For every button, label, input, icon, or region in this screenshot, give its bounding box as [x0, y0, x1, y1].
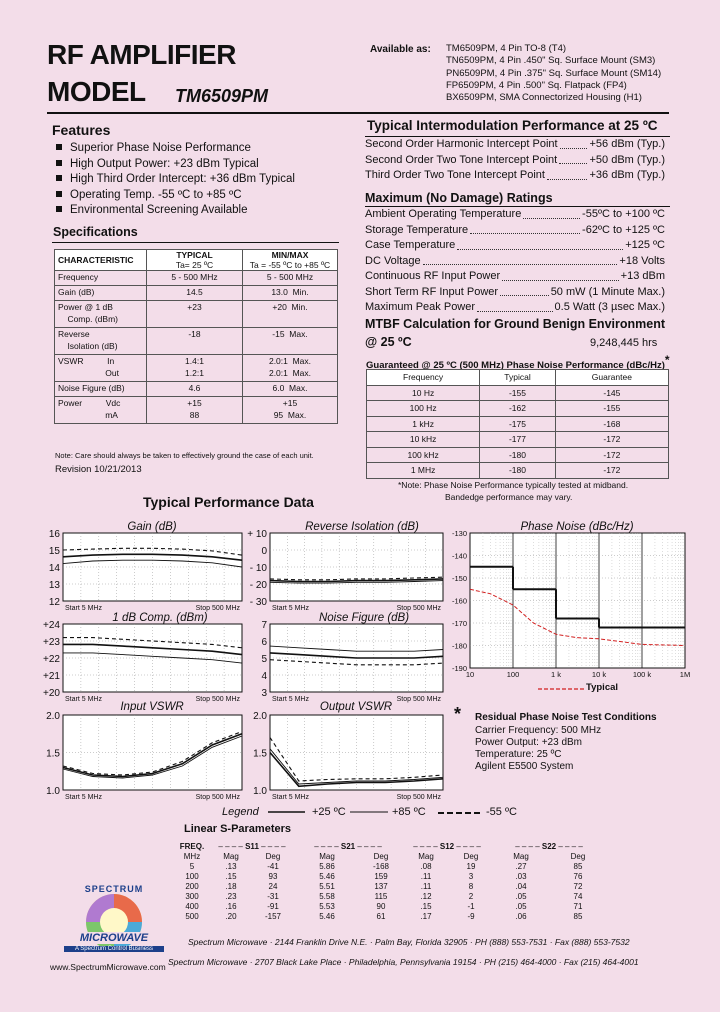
sp-cell: .18 — [225, 882, 237, 891]
y-tick-label: 2.0 — [253, 711, 267, 722]
y-tick-label: -130 — [451, 529, 467, 538]
title-line1: RF AMPLIFIER — [47, 39, 236, 70]
pn-cell-frequency: 100 Hz — [367, 401, 480, 417]
pn-header-frequency: Frequency — [367, 370, 480, 386]
sp-h-deg: Deg — [570, 852, 586, 861]
spec-cell-typ: 4.6 — [147, 382, 243, 397]
sp-row — [174, 912, 606, 922]
spec-cell-char: Gain (dB) — [55, 286, 147, 301]
sp-cell: 3 — [468, 872, 474, 881]
x-tick-label: 10 k — [591, 670, 607, 679]
start-label: Start 5 MHz — [65, 794, 102, 801]
sp-cell: .11 — [420, 872, 432, 881]
sp-cell: .20 — [225, 912, 237, 921]
y-tick-label: 6 — [261, 637, 267, 648]
plot-title: Reverse Isolation (dB) — [305, 521, 419, 533]
legend-55: -55 ºC — [486, 806, 517, 818]
spec-cell-typ: 1.4:1 1.2:1 — [147, 355, 243, 382]
y-tick-label: +24 — [43, 620, 60, 631]
sp-row — [174, 902, 606, 912]
plot-title: Phase Noise (dBc/Hz) — [520, 521, 634, 533]
x-tick-label: 100 — [506, 670, 520, 679]
spec-cell-min: +15 95 Max. — [243, 397, 338, 424]
pn-cell-typical: -162 — [480, 401, 556, 417]
pn-cell-frequency: 1 MHz — [367, 463, 480, 479]
spec-cell-typ: 5 - 500 MHz — [147, 271, 243, 286]
pn-cell-frequency: 10 Hz — [367, 385, 480, 401]
y-tick-label: 7 — [261, 620, 267, 631]
row-label: DC Voltage — [365, 254, 421, 267]
sp-cell: 74 — [573, 892, 583, 901]
row-value: -55ºC to +100 ºC — [582, 208, 665, 220]
sp-cell: 5.51 — [319, 882, 335, 891]
pn-cell-frequency: 1 kHz — [367, 416, 480, 432]
plot-title: Output VSWR — [319, 701, 393, 713]
y-tick-label: +20 — [43, 688, 60, 699]
mtbf-label: @ 25 ºC — [365, 335, 412, 349]
sp-cell: 5.46 — [319, 872, 335, 881]
y-tick-label: 16 — [48, 529, 60, 540]
pn-cell-typical: -175 — [480, 416, 556, 432]
stop-label: Stop 500 MHz — [396, 605, 441, 612]
sp-h-mhz: MHz — [183, 852, 201, 861]
sp-cell: -168 — [372, 862, 389, 871]
specifications-title: Specifications — [53, 225, 138, 239]
start-label: Start 5 MHz — [65, 605, 102, 612]
sp-cell: -41 — [267, 862, 279, 871]
pn-cell-guarantee: -172 — [555, 432, 668, 448]
pn-cell-typical: -177 — [480, 432, 556, 448]
logo-sub-text: A Spectrum Control Business — [64, 946, 164, 952]
y-tick-label: 14 — [48, 563, 60, 574]
sp-cell: 71 — [573, 902, 583, 911]
plot-title: Gain (dB) — [127, 521, 177, 533]
sp-cell: 5.86 — [319, 862, 335, 871]
sp-row — [174, 892, 606, 902]
phase-noise-star: * — [664, 353, 670, 367]
performance-title: Typical Performance Data — [143, 494, 314, 510]
sp-cell: 300 — [185, 892, 199, 901]
pn-cell-guarantee: -168 — [555, 416, 668, 432]
plot-frame — [470, 533, 685, 668]
sp-cell: .05 — [515, 902, 527, 911]
sp-cell: 90 — [376, 902, 386, 911]
y-tick-label: -150 — [451, 574, 467, 583]
feature-item: High Third Order Intercept: +36 dBm Typical — [56, 172, 295, 188]
x-tick-label: 1M — [679, 670, 691, 679]
sp-cell: .12 — [420, 892, 432, 901]
sp-cell: -157 — [264, 912, 281, 921]
residual-star: * — [454, 704, 462, 724]
sp-cell: .03 — [515, 872, 527, 881]
phase-noise-table-title: Guaranteed @ 25 ºC (500 MHz) Phase Noise Performance (dBc/Hz)* — [366, 353, 670, 372]
pn-cell-frequency: 10 kHz — [367, 432, 480, 448]
sp-cell: -9 — [467, 912, 475, 921]
pn-note-1: *Note: Phase Noise Performance typically tested at midband. — [398, 480, 629, 490]
sp-h-deg: Deg — [265, 852, 281, 861]
y-tick-label: 2.0 — [46, 711, 60, 722]
pn-cell-typical: -155 — [480, 385, 556, 401]
row-value: 50 mW (1 Minute Max.) — [550, 285, 665, 298]
sp-row — [174, 862, 606, 872]
available-item: PN6509PM, 4 Pin .375" Sq. Surface Mount (SM14) — [446, 67, 662, 79]
pn-cell-typical: -180 — [480, 463, 556, 479]
pn-header-typical: Typical — [480, 370, 556, 386]
typical-legend-label: Typical — [586, 682, 619, 693]
start-label: Start 5 MHz — [272, 696, 309, 703]
sp-h-s11: – – – – S11 – – – – — [218, 842, 286, 851]
sp-row — [174, 872, 606, 882]
y-tick-label: -160 — [451, 596, 467, 606]
sp-cell: 5.53 — [319, 902, 335, 911]
spec-cell-min: -15 Max. — [243, 328, 338, 355]
stop-label: Stop 500 MHz — [195, 696, 240, 703]
sp-cell: 93 — [268, 872, 278, 881]
plot-title: Input VSWR — [120, 701, 184, 713]
start-label: Start 5 MHz — [272, 605, 309, 612]
sp-cell: 5.46 — [319, 912, 335, 921]
y-tick-label: 15 — [48, 546, 60, 557]
legend-dash-line — [438, 812, 480, 814]
spec-cell-min: 6.0 Max. — [243, 382, 338, 397]
legend-25: +25 ºC — [312, 806, 346, 818]
spec-cell-typ: +15 88 — [147, 397, 243, 424]
sp-cell: .06 — [515, 912, 527, 921]
sp-cell: 2 — [468, 892, 474, 901]
sp-cell: -91 — [267, 902, 279, 911]
y-tick-label: - 30 — [249, 597, 267, 608]
sp-h-deg: Deg — [463, 852, 479, 861]
sp-cell: 76 — [573, 872, 583, 881]
mtbf-title: MTBF Calculation for Ground Benign Environment — [365, 317, 665, 331]
footer-address-2: Spectrum Microwave · 2707 Black Lake Place · Philadelphia, Pennsylvania 19154 · PH (215) 464-4000 · Fax (215) 464-4001 — [168, 957, 639, 967]
sp-h-mag: Mag — [513, 852, 529, 861]
feature-item: Superior Phase Noise Performance — [56, 141, 295, 157]
stop-label: Stop 500 MHz — [396, 696, 441, 703]
y-tick-label: - 10 — [249, 563, 267, 574]
sp-cell: .05 — [515, 892, 527, 901]
y-tick-label: 3 — [261, 688, 267, 699]
row-value: +125 ºC — [625, 239, 665, 251]
mtbf-value: 9,248,445 hrs — [590, 337, 658, 349]
residual-title: Residual Phase Noise Test Conditions — [475, 712, 657, 723]
spec-cell-char: Power @ 1 dB Comp. (dBm) — [55, 301, 147, 328]
y-tick-label: 1.5 — [253, 748, 267, 760]
sp-cell: .08 — [420, 862, 432, 871]
sp-h-s12: – – – – S12 – – – – — [413, 842, 481, 851]
row-label: Case Temperature — [365, 239, 456, 251]
pn-cell-guarantee: -155 — [555, 401, 668, 417]
sp-cell: .13 — [225, 862, 237, 871]
logo-bottom-text: MICROWAVE — [60, 932, 168, 944]
spec-header-char: CHARACTERISTIC — [55, 250, 147, 271]
row-label: Maximum Peak Power — [365, 301, 476, 313]
y-tick-label: -140 — [451, 551, 467, 561]
spec-note: Note: Care should always be taken to effectively ground the case of each unit. — [55, 451, 314, 460]
sp-cell: 85 — [573, 912, 583, 921]
spec-cell-min: 5 - 500 MHz — [243, 271, 338, 286]
x-tick-label: 100 k — [632, 670, 652, 679]
sp-cell: .15 — [420, 902, 432, 911]
sp-h-mag: Mag — [319, 852, 335, 861]
legend-85: +85 ºC — [392, 806, 426, 818]
pn-cell-guarantee: -172 — [555, 447, 668, 463]
sp-cell: .27 — [515, 862, 527, 871]
available-label: Available as: — [370, 44, 431, 55]
y-tick-label: +21 — [43, 671, 60, 682]
row-value: 0.5 Watt (3 µsec Max.) — [554, 301, 665, 313]
y-tick-label: -190 — [451, 664, 467, 673]
spec-cell-char: VSWR In Out — [55, 355, 147, 382]
feature-item: Operating Temp. -55 ºC to +85 ºC — [56, 188, 295, 204]
sp-cell: -31 — [267, 892, 279, 901]
row-value: +50 dBm (Typ.) — [589, 153, 665, 166]
sp-cell: 61 — [376, 912, 386, 921]
y-tick-label: 5 — [261, 654, 267, 665]
pn-cell-guarantee: -172 — [555, 463, 668, 479]
sp-cell: 19 — [466, 862, 476, 871]
available-item: TM6509PM, 4 Pin TO-8 (T4) — [446, 43, 567, 54]
row-label: Short Term RF Input Power — [365, 285, 499, 298]
sp-cell: .11 — [420, 882, 432, 891]
y-tick-label: 1.5 — [46, 748, 60, 760]
row-value: +56 dBm (Typ.) — [589, 138, 665, 150]
sp-cell: 500 — [185, 912, 199, 921]
pn-note-2: Bandedge performance may vary. — [445, 492, 573, 502]
row-value: +18 Volts — [619, 254, 665, 267]
spectrum-microwave-logo — [54, 882, 174, 962]
sp-h-s22: – – – – S22 – – – – — [515, 842, 583, 851]
stop-label: Stop 500 MHz — [195, 794, 240, 801]
spec-cell-typ: 14.5 — [147, 286, 243, 301]
footer-address-1: Spectrum Microwave · 2144 Franklin Drive N.E. · Palm Bay, Florida 32905 · PH (888) 553-7531 · Fax (888) 553-7532 — [188, 937, 630, 947]
sp-h-mag: Mag — [223, 852, 239, 861]
sp-cell: .17 — [420, 912, 432, 921]
sparams-table — [174, 842, 606, 922]
legend-label: Legend — [222, 806, 259, 818]
sp-cell: 137 — [374, 882, 388, 891]
y-tick-label: 4 — [261, 671, 267, 682]
y-tick-label: +23 — [43, 637, 60, 648]
plot-title: Noise Figure (dB) — [318, 612, 410, 624]
sp-cell: -1 — [467, 902, 475, 911]
sp-cell: .04 — [515, 882, 527, 891]
y-tick-label: + 10 — [247, 529, 267, 540]
row-label: Storage Temperature — [365, 223, 469, 236]
x-tick-label: 10 — [465, 670, 475, 679]
sp-cell: 200 — [185, 882, 199, 891]
start-label: Start 5 MHz — [65, 696, 102, 703]
sp-cell: 85 — [573, 862, 583, 871]
sp-cell: 100 — [185, 872, 199, 881]
stop-label: Stop 500 MHz — [195, 605, 240, 612]
sp-cell: .16 — [225, 902, 237, 911]
stop-label: Stop 500 MHz — [396, 794, 441, 801]
pn-cell-frequency: 100 kHz — [367, 447, 480, 463]
sp-cell: 115 — [374, 892, 388, 901]
row-value: +36 dBm (Typ.) — [589, 169, 665, 181]
row-label: Second Order Harmonic Intercept Point — [365, 138, 558, 150]
sp-cell: 24 — [268, 882, 278, 891]
features-title: Features — [52, 122, 111, 138]
y-tick-label: - 20 — [249, 580, 267, 591]
row-label: Third Order Two Tone Intercept Point — [365, 169, 545, 181]
x-tick-label: 1 k — [550, 670, 562, 679]
sp-cell: 72 — [573, 882, 583, 891]
y-tick-label: -170 — [451, 619, 467, 628]
pn-cell-typical: -180 — [480, 447, 556, 463]
intermod-title: Typical Intermodulation Performance at 25 ºC — [367, 118, 658, 133]
spec-header-typ: TYPICAL Ta= 25 ºC — [147, 250, 243, 271]
available-item: FP6509PM, 4 Pin .500" Sq. Flatpack (FP4) — [446, 79, 627, 91]
sp-cell: .15 — [225, 872, 237, 881]
sp-cell: 159 — [374, 872, 388, 881]
pn-cell-guarantee: -145 — [555, 385, 668, 401]
y-tick-label: 12 — [48, 597, 60, 608]
sp-cell: 400 — [185, 902, 199, 911]
residual-conditions: Carrier Frequency: 500 MHz Power Output: +23 dBm Temperature: 25 ºC Agilent E5500 System — [475, 725, 602, 772]
sp-h-deg: Deg — [373, 852, 389, 861]
feature-item: High Output Power: +23 dBm Typical — [56, 157, 295, 173]
row-value: -62ºC to +125 ºC — [582, 223, 665, 236]
spec-cell-min: 13.0 Min. — [243, 286, 338, 301]
y-tick-label: 1.0 — [46, 786, 60, 797]
spec-cell-min: 2.0:1 Max. 2.0:1 Max. — [243, 355, 338, 382]
spec-cell-typ: -18 — [147, 328, 243, 355]
spec-cell-char: Power Vdc mA — [55, 397, 147, 424]
sp-h-freq: FREQ. — [179, 842, 205, 851]
y-tick-label: 1.0 — [253, 786, 267, 797]
available-item: TN6509PM, 4 Pin .450" Sq. Surface Mount (SM3) — [446, 55, 656, 67]
spec-cell-typ: +23 — [147, 301, 243, 328]
pn-header-guarantee: Guarantee — [555, 370, 668, 386]
y-tick-label: -180 — [451, 641, 467, 651]
row-label: Continuous RF Input Power — [365, 270, 501, 282]
website-link[interactable]: www.SpectrumMicrowave.com — [50, 962, 166, 972]
ratings-title: Maximum (No Damage) Ratings — [365, 191, 553, 205]
row-value: +13 dBm — [620, 270, 665, 282]
sp-h-mag: Mag — [418, 852, 434, 861]
spec-cell-min: +20 Min. — [243, 301, 338, 328]
spec-cell-char: Reverse Isolation (dB) — [55, 328, 147, 355]
spec-cell-char: Noise Figure (dB) — [55, 382, 147, 397]
available-item: BX6509PM, SMA Connectorized Housing (H1) — [446, 92, 642, 104]
y-tick-label: 13 — [48, 580, 60, 591]
y-tick-label: 0 — [261, 546, 267, 557]
row-label: Second Order Two Tone Intercept Point — [365, 153, 558, 166]
sp-cell: 5 — [189, 862, 195, 871]
y-tick-label: +22 — [43, 654, 60, 665]
model-number: TM6509PM — [175, 86, 269, 106]
sp-cell: .23 — [225, 892, 237, 901]
sp-h-s21: – – – – S21 – – – – — [314, 842, 382, 851]
sp-cell: 5.58 — [319, 892, 335, 901]
feature-item: Environmental Screening Available — [56, 203, 295, 219]
logo-top-text: SPECTRUM — [84, 884, 144, 894]
spec-header-min: MIN/MAX Ta = -55 ºC to +85 ºC — [243, 250, 338, 271]
sparams-title: Linear S-Parameters — [184, 823, 291, 835]
start-label: Start 5 MHz — [272, 794, 309, 801]
plot-title: 1 dB Comp. (dBm) — [112, 612, 208, 624]
title-line2: MODEL — [47, 76, 146, 107]
sp-row — [174, 882, 606, 892]
row-label: Ambient Operating Temperature — [365, 208, 522, 220]
spec-cell-char: Frequency — [55, 271, 147, 286]
revision: Revision 10/21/2013 — [55, 464, 142, 475]
sp-cell: 8 — [468, 882, 474, 891]
